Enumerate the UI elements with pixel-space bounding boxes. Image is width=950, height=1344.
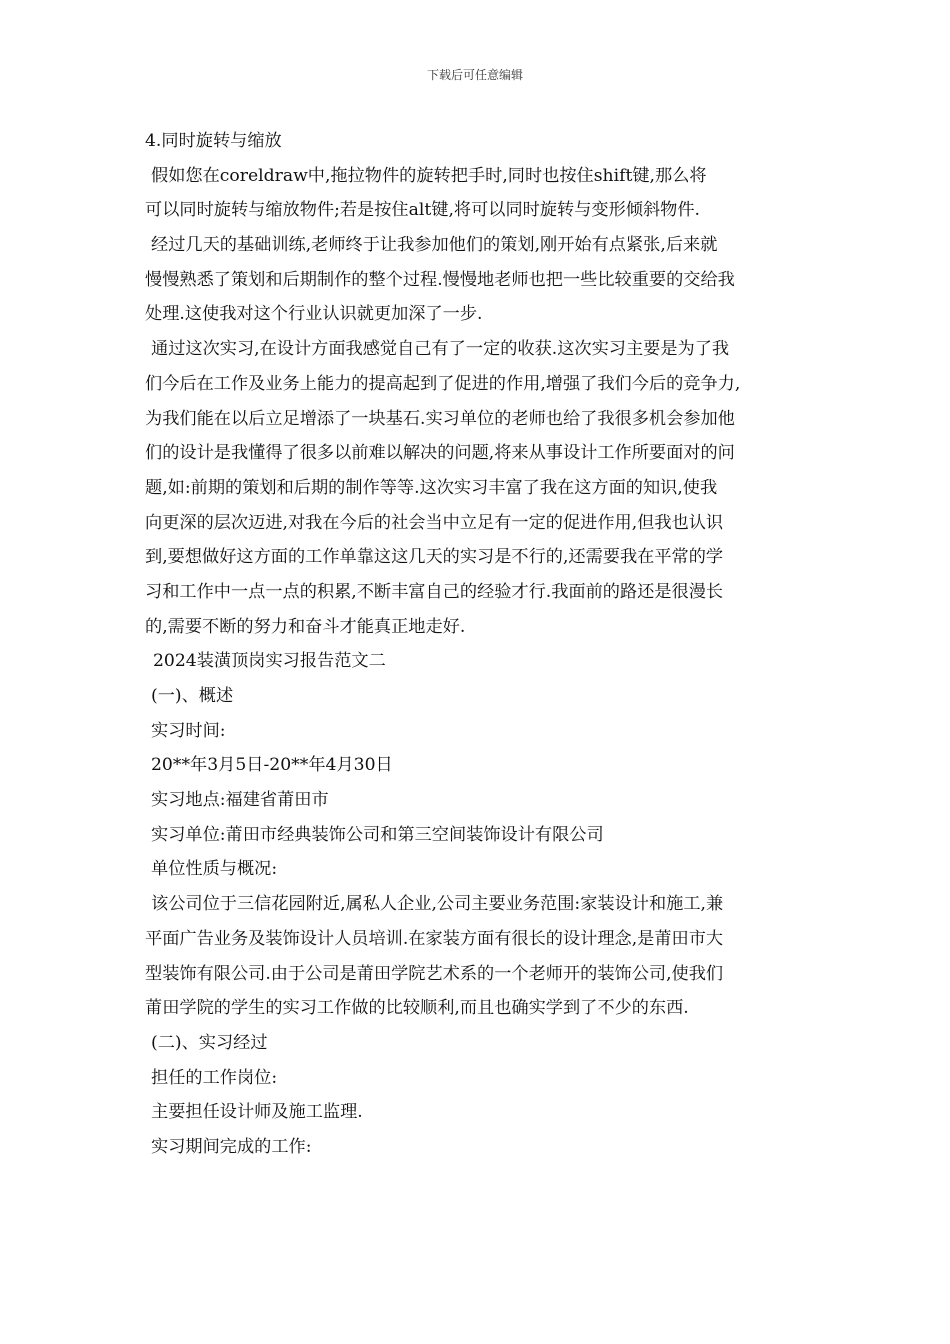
paragraph-line: 平面广告业务及装饰设计人员培训.在家装方面有很长的设计理念,是莆田市大 — [145, 928, 724, 949]
field-line: 实习地点:福建省莆田市 — [151, 790, 329, 811]
paragraph-line: 可以同时旋转与缩放物件;若是按住alt键,将可以同时旋转与变形倾斜物件. — [145, 200, 700, 221]
paragraph-line: 题,如:前期的策划和后期的制作等等.这次实习丰富了我在这方面的知识,使我 — [145, 477, 718, 498]
page-header-note: 下载后可任意编辑 — [426, 68, 523, 82]
section-heading: 4.同时旋转与缩放 — [145, 131, 282, 151]
field-label: 实习时间: — [151, 720, 226, 741]
paragraph-line: 通过这次实习,在设计方面我感觉自己有了一定的收获.这次实习主要是为了我 — [151, 339, 730, 360]
paragraph-line: 经过几天的基础训练,老师终于让我参加他们的策划,刚开始有点紧张,后来就 — [151, 235, 718, 256]
field-value: 主要担任设计师及施工监理. — [151, 1102, 363, 1123]
field-label: 担任的工作岗位: — [151, 1067, 278, 1088]
paragraph-line: 们的设计是我懂得了很多以前难以解决的问题,将来从事设计工作所要面对的问 — [145, 443, 735, 464]
field-value: 20**年3月5日-20**年4月30日 — [151, 755, 393, 776]
paragraph-line: 假如您在coreldraw中,拖拉物件的旋转把手时,同时也按住shift键,那么将 — [151, 165, 707, 186]
section-heading: (二)、实习经过 — [151, 1032, 268, 1053]
paragraph-line: 到,要想做好这方面的工作单靠这这几天的实习是不行的,还需要我在平常的学 — [145, 547, 724, 568]
paragraph-line: 为我们能在以后立足增添了一块基石.实习单位的老师也给了我很多机会参加他 — [145, 408, 735, 429]
field-label: 实习期间完成的工作: — [151, 1136, 312, 1157]
paragraph-line: 的,需要不断的努力和奋斗才能真正地走好. — [145, 616, 466, 637]
field-line: 实习单位:莆田市经典装饰公司和第三空间装饰设计有限公司 — [151, 824, 604, 845]
paragraph-line: 习和工作中一点一点的积累,不断丰富自己的经验才行.我面前的路还是很漫长 — [145, 581, 724, 602]
document-title: 2024装潢顶岗实习报告范文二 — [153, 651, 386, 672]
section-heading: (一)、概述 — [151, 686, 234, 706]
document-body — [145, 124, 810, 1165]
paragraph-line: 们今后在工作及业务上能力的提高起到了促进的作用,增强了我们今后的竞争力, — [145, 373, 741, 394]
field-label: 单位性质与概况: — [151, 859, 278, 880]
paragraph-line: 该公司位于三信花园附近,属私人企业,公司主要业务范围:家装设计和施工,兼 — [151, 894, 724, 915]
paragraph-line: 慢慢熟悉了策划和后期制作的整个过程.慢慢地老师也把一些比较重要的交给我 — [145, 269, 735, 290]
paragraph-line: 处理.这使我对这个行业认识就更加深了一步. — [145, 304, 483, 325]
paragraph-line: 型装饰有限公司.由于公司是莆田学院艺术系的一个老师开的装饰公司,使我们 — [145, 963, 724, 984]
paragraph-line: 向更深的层次迈进,对我在今后的社会当中立足有一定的促进作用,但我也认识 — [145, 512, 724, 533]
paragraph-line: 莆田学院的学生的实习工作做的比较顺利,而且也确实学到了不少的东西. — [145, 998, 689, 1019]
